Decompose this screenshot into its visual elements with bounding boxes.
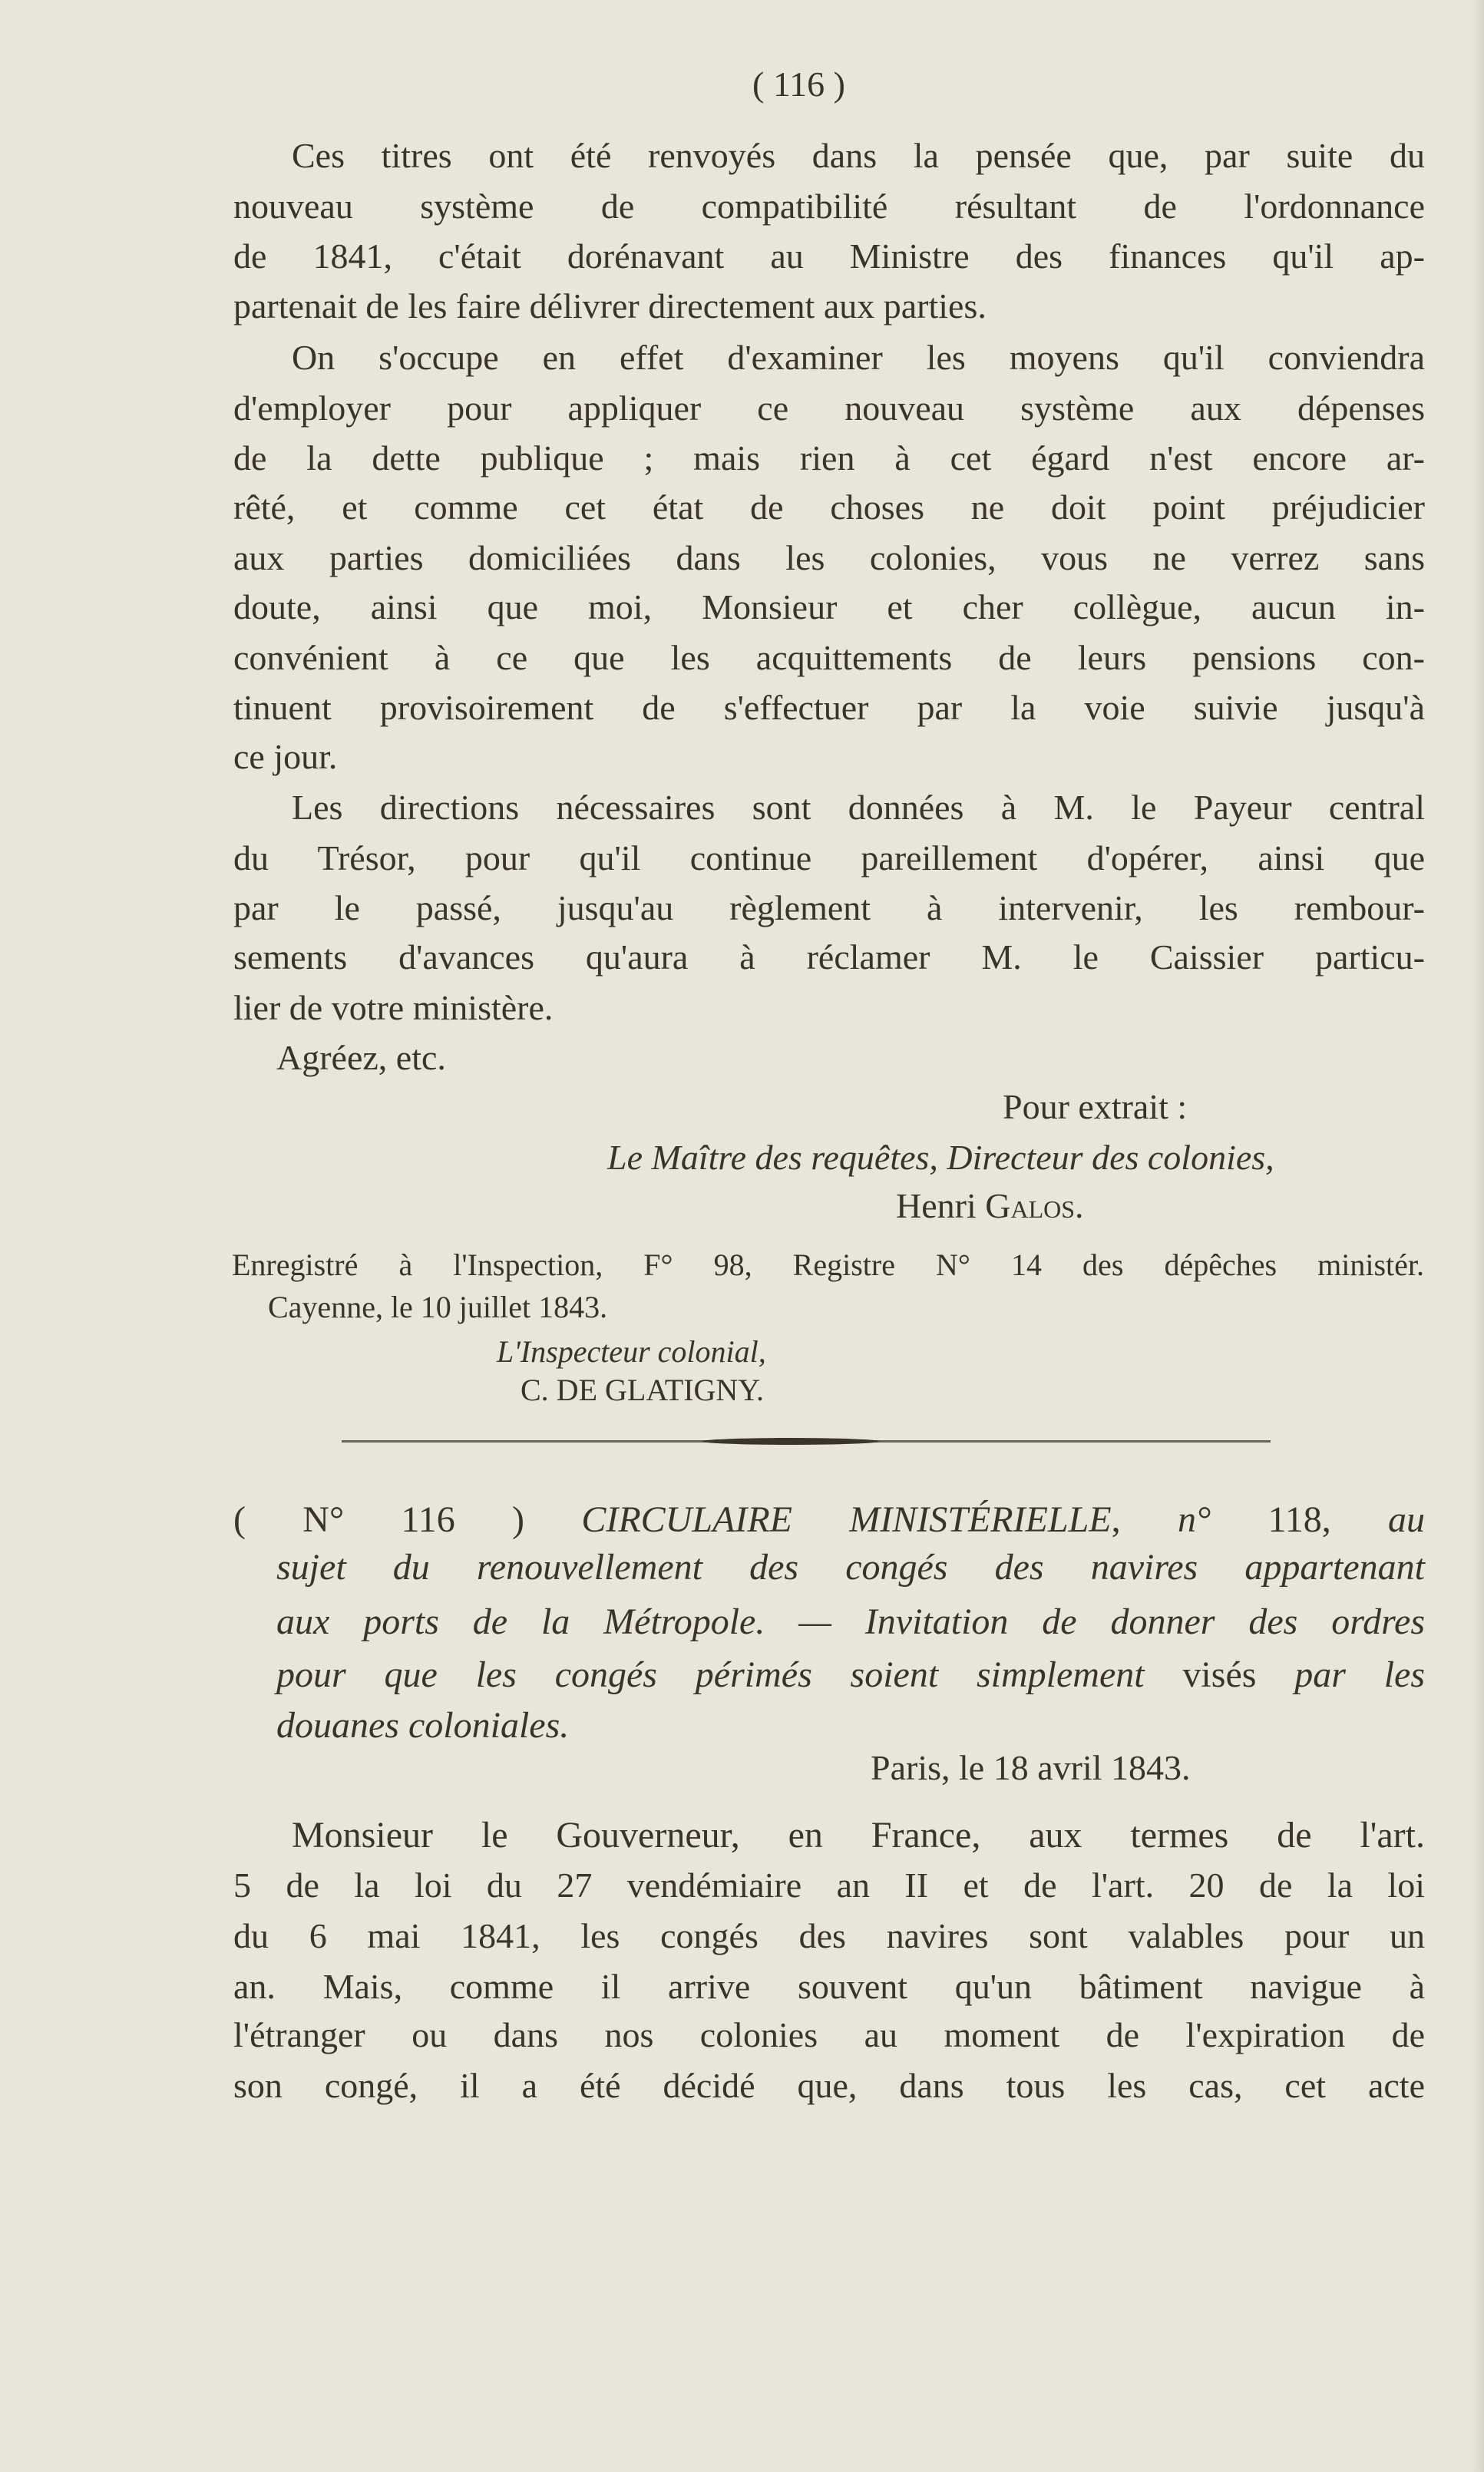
- inspector-title: L'Inspecteur colonial,: [497, 1334, 766, 1369]
- paragraph-3-line: du Trésor, pour qu'il continue pareillement d'opérer, ainsi que: [233, 838, 1425, 877]
- paragraph-2-line: On s'occupe en effet d'examiner les moyens qu'il conviendra: [292, 338, 1425, 377]
- paragraph-2-line: ce jour.: [233, 737, 338, 776]
- paragraph-4-line: 5 de la loi du 27 vendémiaire an II et de l'art. 20 de la loi: [233, 1866, 1425, 1905]
- paragraph-3-line: lier de votre ministère.: [233, 988, 554, 1027]
- paragraph-3-line: Les directions nécessaires sont données à M. le Payeur central: [292, 788, 1425, 827]
- paragraph-1-line: de 1841, c'était dorénavant au Ministre des finances qu'il ap-: [233, 236, 1425, 276]
- paragraph-4-line: son congé, il a été décidé que, dans tous les cas, cet acte: [233, 2066, 1425, 2105]
- paragraph-2-line: aux parties domiciliées dans les colonies, vous ne verrez sans: [233, 538, 1425, 577]
- separator: ,: [1111, 1499, 1121, 1540]
- paragraph-2-line: tinuent provisoirement de s'effectuer par la voie suivie jusqu'à: [233, 688, 1425, 727]
- paragraph-2-line: doute, ainsi que moi, Monsieur et cher collègue, aucun in-: [233, 587, 1425, 626]
- signature-name: [896, 1183, 1084, 1229]
- paragraph-4-line: l'étranger ou dans nos colonies au moment de l'expiration de: [233, 2015, 1425, 2054]
- circular-subject-line: [276, 1652, 1425, 1698]
- paragraph-4-line: du 6 mai 1841, les congés des navires sont valables pour un: [233, 1916, 1425, 1955]
- paragraph-3-line: sements d'avances qu'aura à réclamer M. le Caissier particu-: [233, 937, 1425, 977]
- circular-subject-line: aux ports de la Métropole. — Invitation de donner des ordres: [276, 1601, 1425, 1642]
- circular-date: Paris, le 18 avril 1843.: [871, 1748, 1191, 1787]
- signature-last-name: Galos.: [985, 1186, 1084, 1225]
- circular-subject-line: douanes coloniales.: [276, 1705, 570, 1746]
- closing: Agréez, etc.: [276, 1038, 446, 1077]
- circular-type: CIRCULAIRE MINISTÉRIELLE: [581, 1499, 1112, 1540]
- paragraph-3-line: par le passé, jusqu'au règlement à intervenir, les rembour-: [233, 888, 1425, 927]
- paragraph-2-line: convénient à ce que les acquittements de leurs pensions con-: [233, 638, 1425, 677]
- paragraph-1-line: partenait de les faire délivrer directement aux parties.: [233, 286, 987, 326]
- paragraph-2-line: rêté, et comme cet état de choses ne doit point préjudicier: [233, 487, 1425, 527]
- circular-no-value: 118,: [1268, 1499, 1331, 1540]
- inspector-name: C. DE GLATIGNY.: [521, 1373, 765, 1407]
- paragraph-2-line: de la dette publique ; mais rien à cet égard n'est encore ar-: [233, 438, 1425, 478]
- paragraph-4-line: Monsieur le Gouverneur, en France, aux termes de l'art.: [292, 1815, 1425, 1856]
- page-number: ( 116 ): [752, 64, 845, 104]
- circular-subject-line: sujet du renouvellement des congés des navires appartenant: [276, 1547, 1425, 1588]
- paragraph-1-line: Ces titres ont été renvoyés dans la pensée que, par suite du: [292, 136, 1425, 175]
- circular-number: ( N° 116 ): [233, 1499, 525, 1540]
- section-divider: [342, 1440, 1271, 1443]
- registration-date: Cayenne, le 10 juillet 1843.: [268, 1290, 608, 1324]
- signature-extract: Pour extrait :: [1003, 1087, 1188, 1126]
- circular-au: au: [1388, 1499, 1426, 1540]
- subject-text: par les: [1294, 1654, 1426, 1695]
- circular-heading: [233, 1497, 1425, 1543]
- paragraph-2-line: d'employer pour appliquer ce nouveau système aux dépenses: [233, 388, 1425, 428]
- signature-first-name: Henri: [896, 1186, 977, 1225]
- registration-line: Enregistré à l'Inspection, F° 98, Registre N° 14 des dépêches ministér.: [232, 1248, 1424, 1282]
- subject-text: pour que les congés périmés soient simplement: [276, 1654, 1145, 1695]
- page-edge: [1470, 0, 1484, 2472]
- paragraph-1-line: nouveau système de compatibilité résultant de l'ordonnance: [233, 187, 1425, 226]
- signature-title: Le Maître des requêtes, Directeur des colonies,: [607, 1138, 1274, 1177]
- circular-no-label: n°: [1177, 1499, 1211, 1540]
- subject-text: visés: [1182, 1654, 1257, 1695]
- paragraph-4-line: an. Mais, comme il arrive souvent qu'un bâtiment navigue à: [233, 1967, 1425, 2006]
